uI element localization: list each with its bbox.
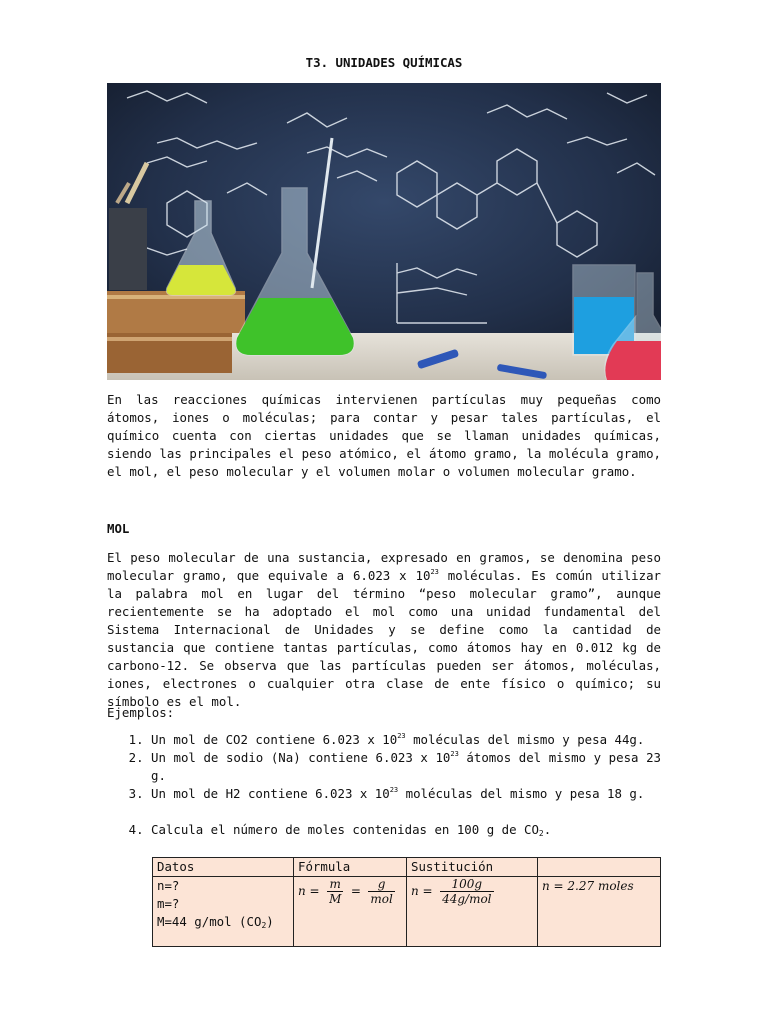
dato-M — [157, 913, 289, 931]
dato-M-close: ) — [266, 914, 274, 929]
page-title: T3. UNIDADES QUÍMICAS — [305, 55, 463, 70]
table-header-formula: Fórmula — [294, 858, 407, 877]
example-text: Un mol de sodio (Na) contiene 6.023 x 10 — [151, 750, 451, 765]
data-table — [152, 857, 661, 947]
example-text: moléculas del mismo y pesa 18 g. — [398, 786, 645, 801]
numerator: m — [327, 877, 343, 892]
equals-sign: = — [350, 884, 361, 898]
list-item — [151, 749, 661, 785]
exponent: 23 — [389, 786, 399, 794]
exponent: 23 — [397, 732, 406, 740]
table-cell-resultado — [538, 877, 661, 947]
fraction — [440, 877, 493, 906]
dato-n: n=? — [157, 878, 180, 893]
table-header-datos: Datos — [153, 858, 294, 877]
table-cell-formula — [294, 877, 407, 947]
dato-m: m=? — [157, 896, 180, 911]
fraction — [327, 877, 343, 906]
examples-list — [107, 731, 661, 803]
table-cell-datos — [153, 877, 294, 947]
substitution-lhs: n = — [411, 884, 433, 898]
list-item — [151, 731, 661, 749]
denominator: M — [329, 892, 342, 906]
result-value: n = 2.27 moles — [542, 879, 634, 893]
denominator: 44g/mol — [442, 892, 492, 906]
subscript: 2 — [538, 829, 544, 838]
intro-paragraph: En las reacciones químicas intervienen partículas muy pequeñas como átomos, iones o moléculas; para contar y pesar tales partículas, el químico cuenta con ciertas unidades que se llaman unidades químicas, siendo las principales el peso atómico, el átomo gramo, la molécula gramo, el mol, el peso molecular y el volumen molar o volumen molecular gramo. — [107, 392, 661, 479]
exercise-list — [107, 821, 661, 839]
chemistry-hero-image — [107, 83, 661, 380]
example-text: átomos del mismo y pesa 23 g. — [151, 750, 661, 783]
subscript: 2 — [261, 921, 267, 930]
section-heading-mol: MOL — [107, 521, 130, 536]
exponent: 23 — [430, 568, 439, 576]
formula-lhs: n = — [298, 884, 320, 898]
numerator: 100g — [440, 877, 493, 892]
exercise-text: Calcula el número de moles contenidas en 100 g de CO — [151, 822, 539, 837]
table-cell-sustitucion — [407, 877, 538, 947]
mol-text-1: El peso molecular de una sustancia, expresado en gramos, se denomina peso molecular gramo, que equivale a 6.023 x 10 — [107, 550, 661, 583]
denominator: mol — [370, 892, 393, 906]
example-text: Un mol de H2 contiene 6.023 x 10 — [151, 786, 390, 801]
example-text: moléculas del mismo y pesa 44g. — [405, 732, 645, 747]
example-text: Un mol de CO2 contiene 6.023 x 10 — [151, 732, 398, 747]
mol-paragraph — [107, 549, 661, 711]
exponent: 23 — [450, 750, 459, 758]
numerator: g — [368, 877, 394, 892]
list-item — [151, 821, 661, 839]
examples-label: Ejemplos: — [107, 705, 175, 720]
list-item — [151, 785, 661, 803]
table-header-resultado — [538, 858, 661, 877]
fraction — [368, 877, 394, 906]
exercise-text: . — [543, 822, 552, 837]
mol-text-2: moléculas. Es común utilizar la palabra mol en lugar del término “peso molecular gramo”, aunque recientemente se ha adoptado el mol como una unidad fundamental del Sistema Internacional de Unidades y se define como la cantidad de sustancia que contiene tantas partículas, como átomos hay en 0.012 kg de carbono-12. Se observa que las partículas pueden ser átomos, moléculas, iones, electrones o cualquier otra clase de ente físico o químico; su símbolo es el mol. — [107, 568, 661, 709]
table-header-sustitucion: Sustitución — [407, 858, 538, 877]
dato-M-text: M=44 g/mol (CO — [157, 914, 262, 929]
